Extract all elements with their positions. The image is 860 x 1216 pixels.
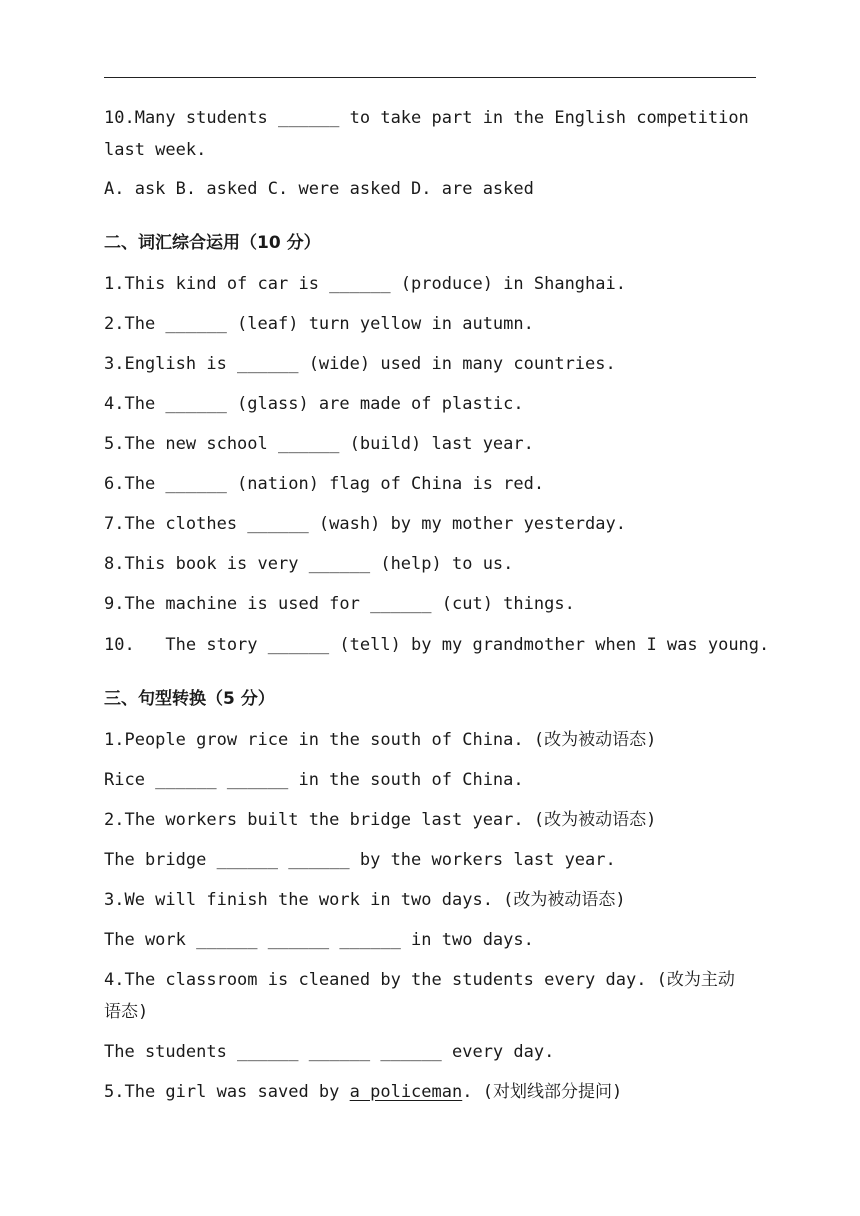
section3-heading: 三、句型转换（5 分） — [104, 689, 275, 709]
section2-heading: 二、词汇综合运用（10 分） — [104, 233, 321, 253]
section3-a3: The work ______ ______ ______ in two days. — [104, 930, 534, 950]
section3-a1: Rice ______ ______ in the south of China. — [104, 770, 524, 790]
section2-item-2: 2.The ______ (leaf) turn yellow in autumn. — [104, 314, 534, 334]
section3-q2: 2.The workers built the bridge last year. (改为被动语态) — [104, 810, 657, 830]
header-rule — [104, 77, 756, 78]
mc-q10-line1: 10.Many students ______ to take part in the English competition — [104, 108, 749, 128]
section3-q4-line1: 4.The classroom is cleaned by the students every day. (改为主动 — [104, 970, 735, 990]
section2-item-1: 1.This kind of car is ______ (produce) in Shanghai. — [104, 274, 626, 294]
section3-q5-underlined: a policeman — [349, 1082, 463, 1102]
section2-item-10: 10. The story ______ (tell) by my grandmother when I was young. — [104, 635, 770, 655]
section2-item-8: 8.This book is very ______ (help) to us. — [104, 554, 514, 574]
section2-item-4: 4.The ______ (glass) are made of plastic. — [104, 394, 524, 414]
mc-q10-line2: last week. — [104, 140, 207, 160]
section2-item-3: 3.English is ______ (wide) used in many countries. — [104, 354, 616, 374]
section3-q5 — [104, 1081, 622, 1103]
section2-item-5: 5.The new school ______ (build) last year. — [104, 434, 534, 454]
section3-a4: The students ______ ______ ______ every day. — [104, 1042, 555, 1062]
section2-item-9: 9.The machine is used for ______ (cut) things. — [104, 594, 575, 614]
section3-q1: 1.People grow rice in the south of China. (改为被动语态) — [104, 730, 657, 750]
section3-a2: The bridge ______ ______ by the workers last year. — [104, 850, 616, 870]
section3-q5-prefix: 5.The girl was saved by — [104, 1082, 350, 1102]
mc-q10-options: A. ask B. asked C. were asked D. are asked — [104, 179, 534, 199]
section3-q3: 3.We will finish the work in two days. (改为被动语态) — [104, 890, 626, 910]
section3-q4-line2: 语态) — [104, 1002, 149, 1022]
section2-item-6: 6.The ______ (nation) flag of China is red. — [104, 474, 545, 494]
section2-item-7: 7.The clothes ______ (wash) by my mother yesterday. — [104, 514, 626, 534]
section3-q5-suffix: . (对划线部分提问) — [462, 1082, 623, 1102]
